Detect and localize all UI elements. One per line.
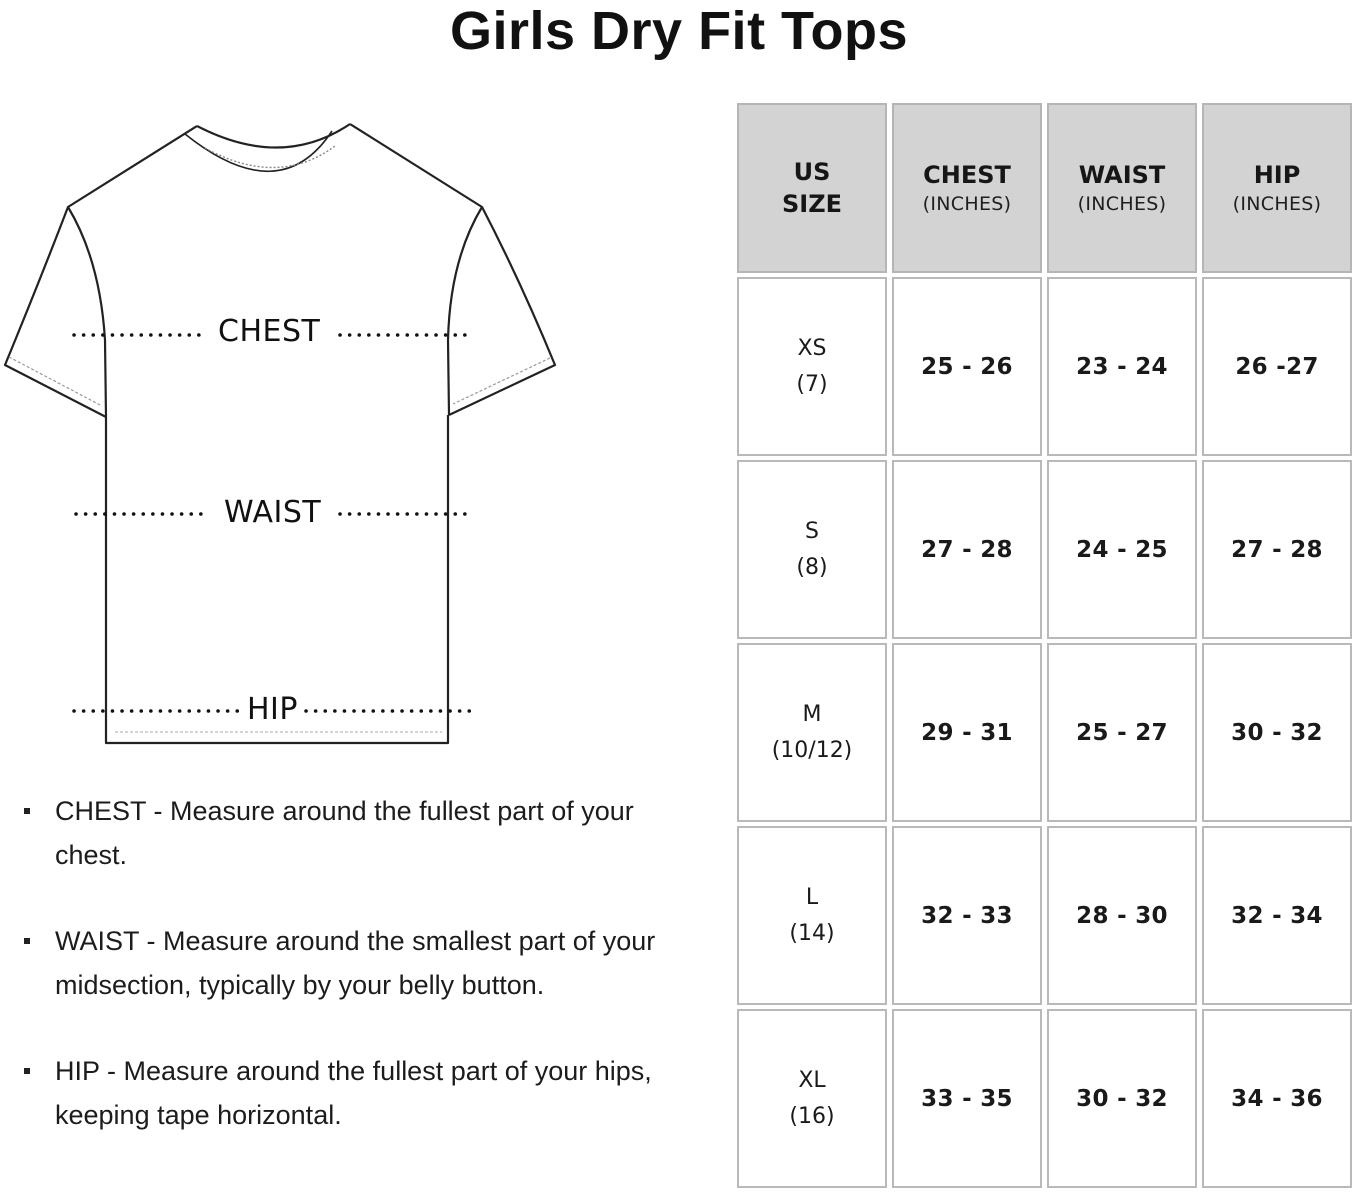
note-waist [18, 920, 678, 1007]
hip-value: 32 - 34 [1231, 902, 1323, 929]
page-title: Girls Dry Fit Tops [449, 1, 909, 61]
size-cell [737, 460, 887, 639]
hip-cell [1202, 1009, 1352, 1188]
size-label: S [805, 518, 819, 544]
waist-value: 30 - 32 [1076, 1085, 1168, 1112]
note-text: WAIST - Measure around the smallest part of your midsection, typically by your belly button. [55, 926, 656, 1000]
measurement-notes [18, 790, 678, 1137]
header-chest [892, 103, 1042, 273]
size-chart-table [735, 101, 1355, 1190]
hip-cell [1202, 643, 1352, 822]
size-cell [737, 277, 887, 456]
hip-cell [1202, 277, 1352, 456]
note-hip [18, 1050, 678, 1137]
size-label: L [805, 884, 819, 910]
chest-value: 25 - 26 [921, 353, 1013, 380]
size-label: M [802, 701, 822, 727]
hip-value: 26 -27 [1235, 353, 1319, 380]
size-label: XL [798, 1067, 826, 1093]
chest-cell [892, 1009, 1042, 1188]
size-cell [737, 1009, 887, 1188]
bullet-icon [24, 808, 30, 814]
chest-cell [892, 826, 1042, 1005]
header-main: US [793, 158, 831, 186]
chest-value: 33 - 35 [921, 1085, 1013, 1112]
waist-cell [1047, 1009, 1197, 1188]
size-cell [737, 643, 887, 822]
header-sub: SIZE [781, 190, 842, 218]
table-row [735, 641, 1355, 824]
chest-cell [892, 277, 1042, 456]
table-row [735, 824, 1355, 1007]
table-row [735, 275, 1355, 458]
size-label: XS [797, 335, 827, 361]
hip-value: 30 - 32 [1231, 719, 1323, 746]
header-sub: (INCHES) [922, 193, 1012, 215]
size-cell [737, 826, 887, 1005]
chest-cell [892, 643, 1042, 822]
note-chest [18, 790, 678, 877]
chest-value: 29 - 31 [921, 719, 1013, 746]
header-sub: (INCHES) [1232, 193, 1322, 215]
waist-cell [1047, 277, 1197, 456]
waist-cell [1047, 460, 1197, 639]
waist-label: WAIST [224, 495, 322, 530]
hip-label: HIP [247, 692, 298, 727]
size-number: (8) [796, 554, 828, 580]
chest-label: CHEST [218, 314, 321, 349]
bullet-icon [24, 938, 30, 944]
size-number: (14) [789, 920, 835, 946]
header-waist [1047, 103, 1197, 273]
tshirt-diagram [0, 110, 570, 760]
header-main: CHEST [923, 161, 1011, 189]
bullet-icon [24, 1068, 30, 1074]
table-row [735, 458, 1355, 641]
chest-value: 27 - 28 [921, 536, 1013, 563]
chest-cell [892, 460, 1042, 639]
size-number: (16) [789, 1103, 835, 1129]
waist-value: 23 - 24 [1076, 353, 1168, 380]
waist-cell [1047, 643, 1197, 822]
note-text: CHEST - Measure around the fullest part of your chest. [55, 796, 634, 870]
waist-cell [1047, 826, 1197, 1005]
header-us-size [737, 103, 887, 273]
header-main: HIP [1253, 161, 1301, 189]
header-hip [1202, 103, 1352, 273]
waist-value: 28 - 30 [1076, 902, 1168, 929]
waist-value: 25 - 27 [1076, 719, 1168, 746]
header-main: WAIST [1078, 161, 1166, 189]
hip-cell [1202, 460, 1352, 639]
table-header-row [735, 101, 1355, 275]
hip-value: 34 - 36 [1231, 1085, 1323, 1112]
size-number: (10/12) [771, 737, 853, 763]
hip-cell [1202, 826, 1352, 1005]
header-sub: (INCHES) [1077, 193, 1167, 215]
tshirt-outline-icon [0, 110, 570, 760]
hip-value: 27 - 28 [1231, 536, 1323, 563]
size-number: (7) [796, 371, 828, 397]
table-row [735, 1007, 1355, 1190]
waist-value: 24 - 25 [1076, 536, 1168, 563]
chest-value: 32 - 33 [921, 902, 1013, 929]
note-text: HIP - Measure around the fullest part of your hips, keeping tape horizontal. [55, 1056, 652, 1130]
